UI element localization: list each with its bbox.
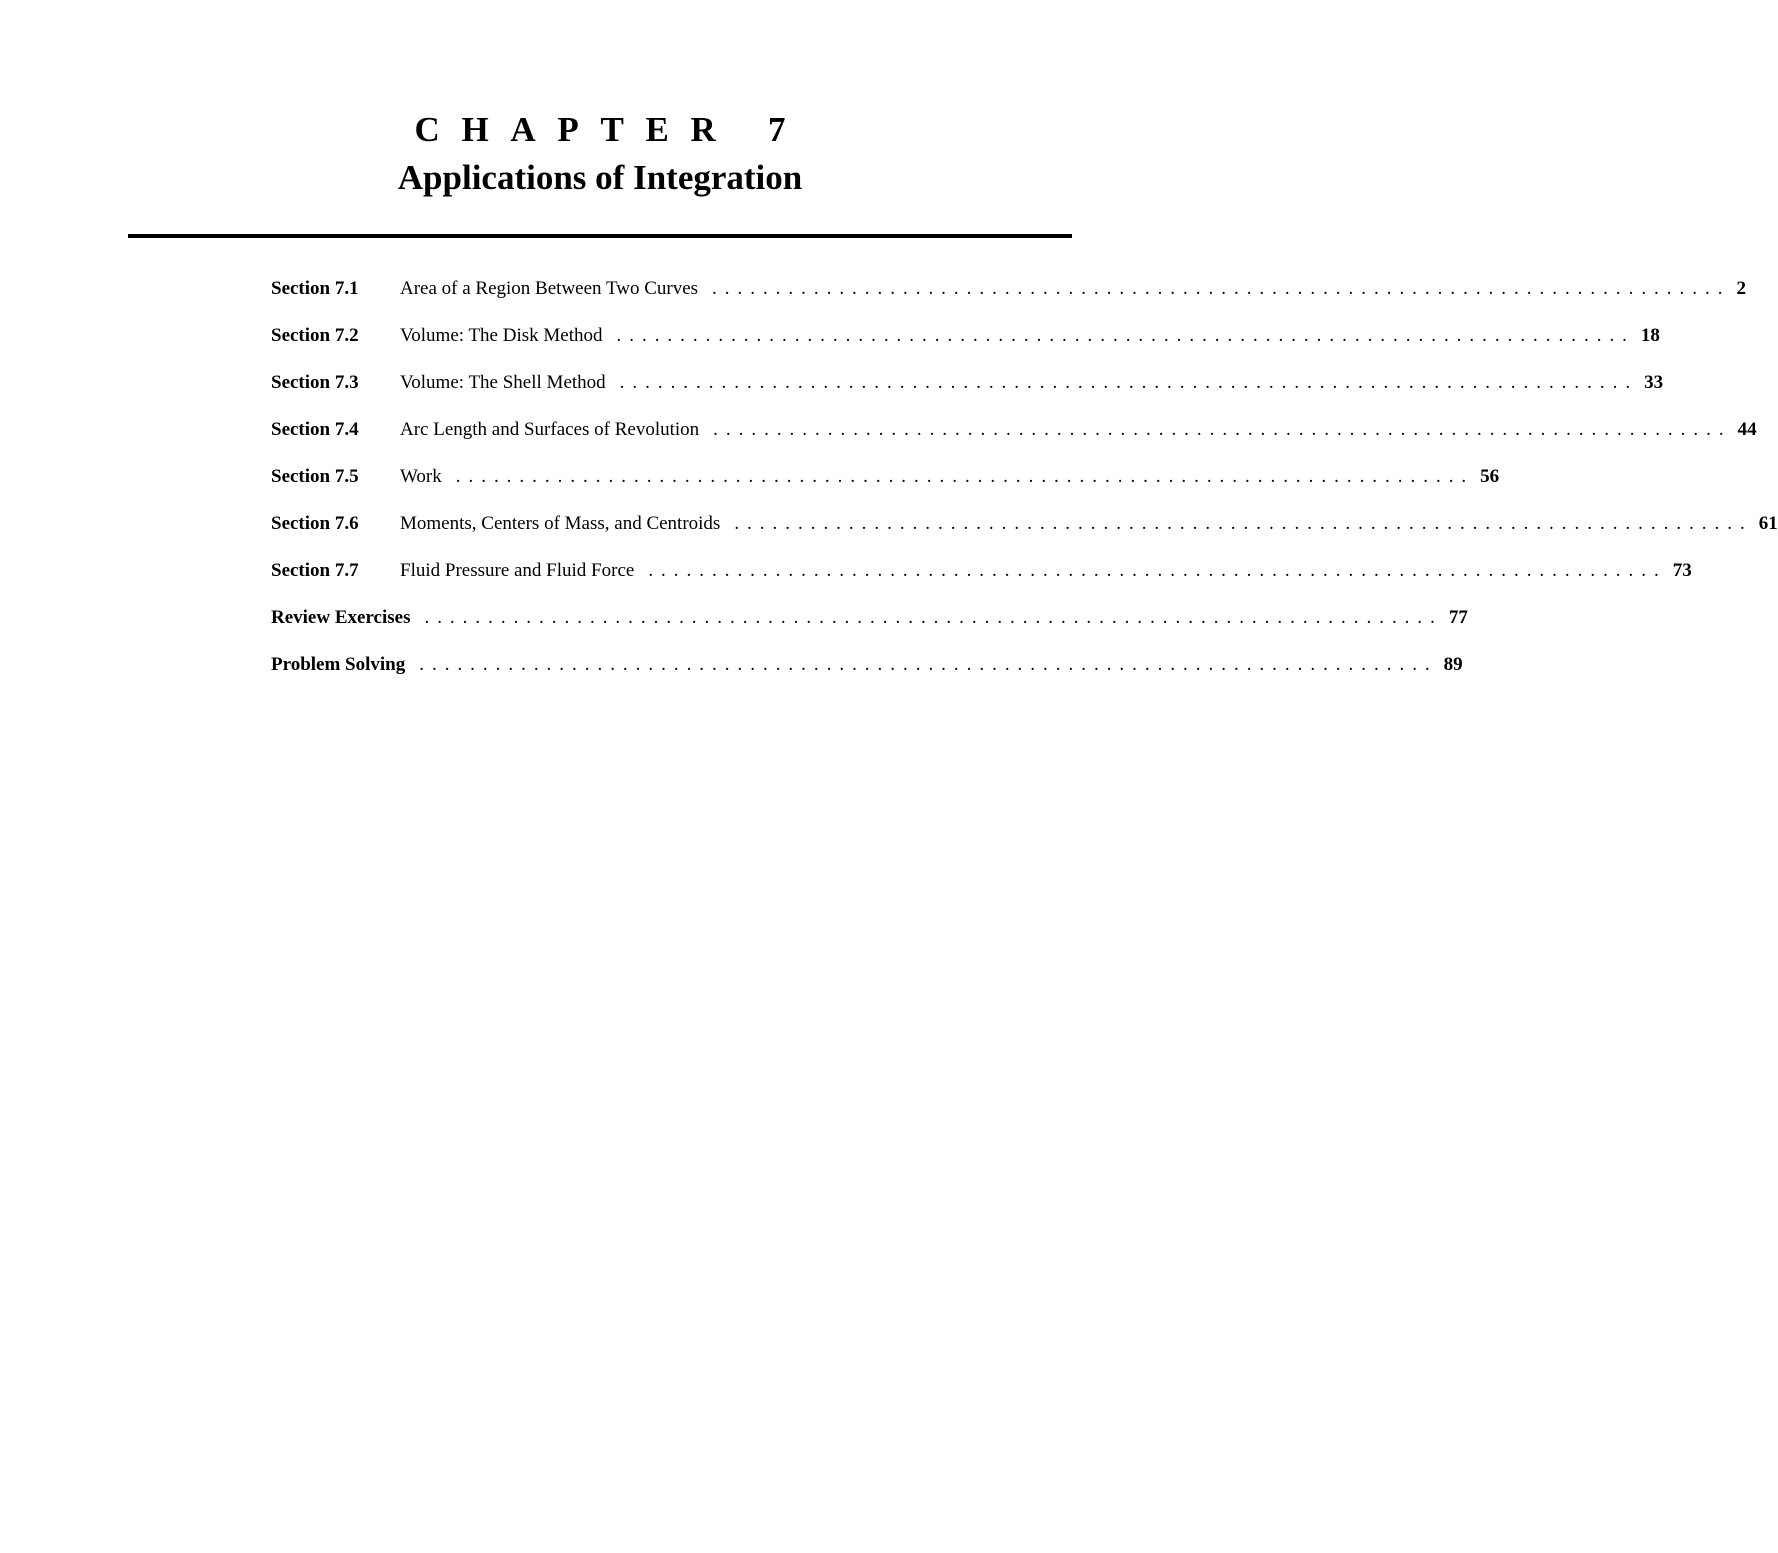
chapter-label: CHAPTER 7 (414, 110, 808, 149)
toc-section-number: Section 7.3 (271, 372, 359, 393)
table-of-contents (271, 270, 1778, 693)
toc-leader-dots: ................................................................................ (424, 607, 1443, 628)
toc-leader-dots: ................................................................................ (619, 372, 1639, 393)
toc-section-title: Area of a Region Between Two Curves (400, 278, 699, 299)
toc-section-number: Section 7.1 (271, 278, 359, 299)
toc-page-number: 18 (1640, 325, 1660, 346)
toc-section-label: Review Exercises (271, 607, 411, 628)
toc-leader-dots: ................................................................................ (419, 654, 1438, 675)
toc-entry-problem-solving[interactable] (271, 646, 1463, 693)
toc-leader-dots: ................................................................................ (455, 466, 1475, 487)
title-divider (128, 234, 1072, 238)
toc-page-number: 73 (1672, 560, 1692, 581)
toc-section-number: Section 7.6 (271, 513, 359, 534)
toc-entry-7-6[interactable] (271, 505, 1778, 552)
toc-page-number: 44 (1737, 419, 1757, 440)
toc-entry-7-1[interactable] (271, 270, 1746, 317)
toc-entry-7-2[interactable] (271, 317, 1660, 364)
toc-page-number: 77 (1448, 607, 1468, 628)
toc-page-number: 2 (1736, 278, 1746, 299)
toc-page-number: 89 (1443, 654, 1463, 675)
toc-leader-dots: ................................................................................ (648, 560, 1667, 581)
toc-section-title: Work (400, 466, 442, 487)
chapter-title: Applications of Integration (397, 158, 803, 197)
toc-leader-dots: ................................................................................ (734, 513, 1753, 534)
toc-section-number: Section 7.5 (271, 466, 359, 487)
toc-entry-7-7[interactable] (271, 552, 1692, 599)
toc-leader-dots: ................................................................................ (713, 419, 1732, 440)
toc-entry-7-4[interactable] (271, 411, 1757, 458)
toc-section-title: Volume: The Disk Method (400, 325, 603, 346)
toc-section-title: Moments, Centers of Mass, and Centroids (400, 513, 721, 534)
toc-leader-dots: ................................................................................ (712, 278, 1731, 299)
toc-page-number: 61 (1758, 513, 1778, 534)
toc-page-number: 56 (1480, 466, 1500, 487)
toc-section-title: Fluid Pressure and Fluid Force (400, 560, 635, 581)
toc-page-number: 33 (1644, 372, 1664, 393)
toc-section-title: Arc Length and Surfaces of Revolution (400, 419, 700, 440)
toc-section-label: Problem Solving (271, 654, 406, 675)
toc-section-number: Section 7.2 (271, 325, 359, 346)
toc-entry-7-5[interactable] (271, 458, 1500, 505)
toc-section-title: Volume: The Shell Method (400, 372, 606, 393)
toc-section-number: Section 7.4 (271, 419, 359, 440)
toc-leader-dots: ................................................................................ (616, 325, 1635, 346)
toc-entry-review-exercises[interactable] (271, 599, 1468, 646)
toc-section-number: Section 7.7 (271, 560, 359, 581)
toc-entry-7-3[interactable] (271, 364, 1664, 411)
